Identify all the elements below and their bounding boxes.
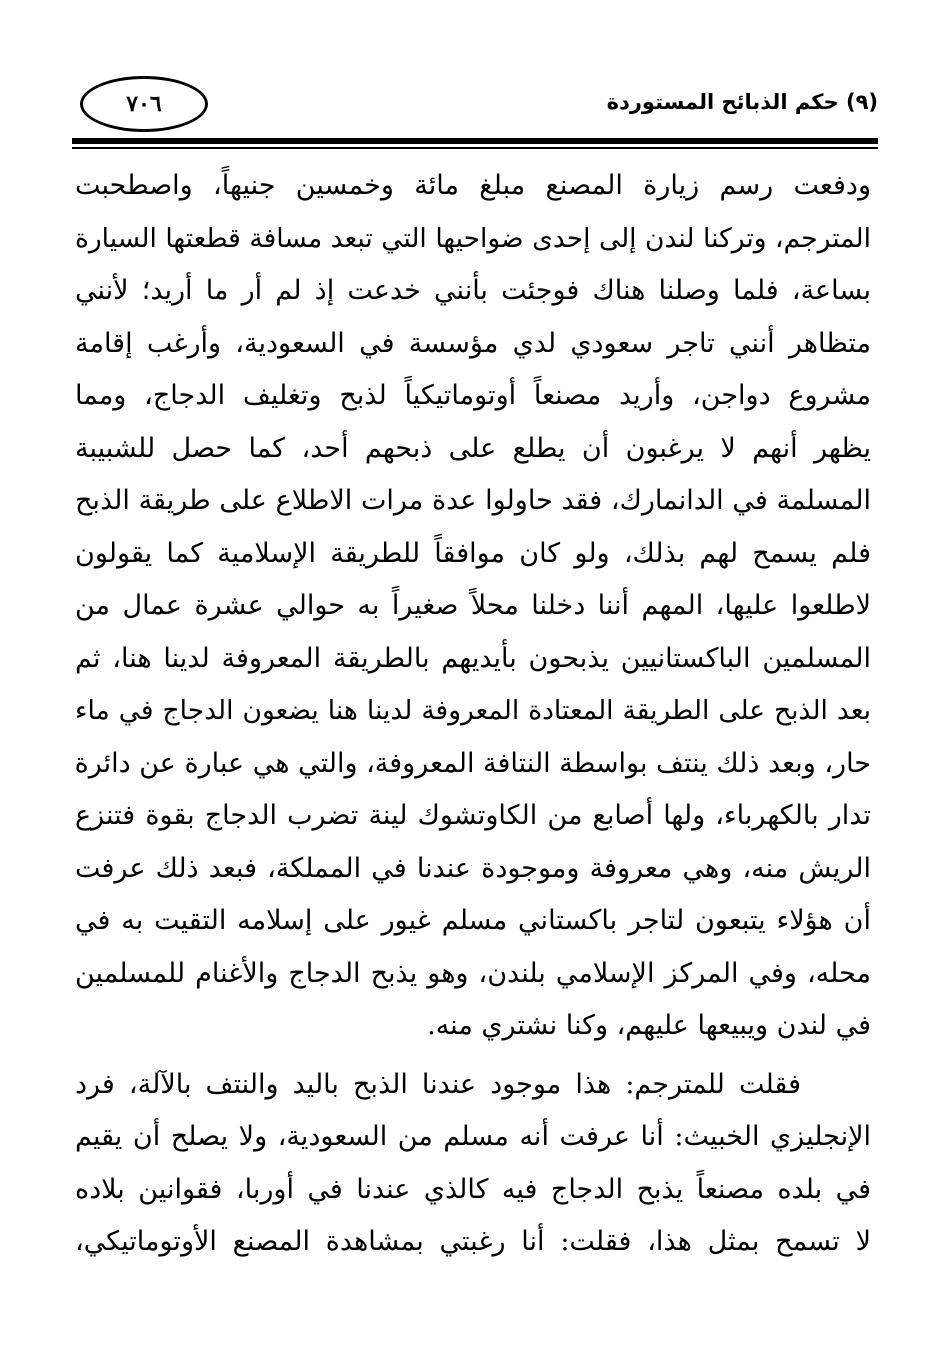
text-line: لا تسمح بمثل هذا، فقلت: أنا رغبتي بمشاهدة المصنع الأوتوماتيكي، [75, 1226, 871, 1257]
text-line: ودفعت رسم زيارة المصنع مبلغ مائة وخمسين جنيهاً، واصطحبت [75, 170, 871, 201]
text-line: لاطلعوا عليها، المهم أننا دخلنا محلاً صغيراً به حوالي عشرة عمال من [75, 590, 871, 621]
text-line: يظهر أنهم لا يرغبون أن يطلع على ذبحهم أحد، كما حصل للشبيبة [75, 432, 871, 464]
text-line: حار، وبعد ذلك ينتف بواسطة النتافة المعروفة، والتي هي عبارة عن دائرة [75, 747, 871, 779]
page-number: ٧٠٦ [80, 76, 208, 132]
text-line: في لندن ويبيعها عليهم، وكنا نشتري منه. [427, 1010, 871, 1041]
text-line: الريش منه، وهي معروفة وموجودة عندنا في المملكة، فبعد ذلك عرفت [75, 852, 871, 884]
text-line: في بلده مصنعاً يذبح الدجاج فيه كالذي عندنا في أوربا، فقوانين بلاده [75, 1173, 871, 1205]
text-line: المترجم، وتركنا لندن إلى إحدى ضواحيها التي تبعد مسافة قطعتها السيارة [75, 222, 871, 254]
running-title: (٩) حكم الذبائح المستوردة [606, 90, 878, 114]
text-line: تدار بالكهرباء، ولها أصابع من الكاوتشوك لينة تضرب الدجاج بقوة فتنزع [75, 800, 871, 831]
text-line: فلم يسمح لهم بذلك، ولو كان موافقاً للطريقة الإسلامية كما يقولون [75, 537, 871, 569]
text-line: محله، وفي المركز الإسلامي بلندن، وهو يذبح الدجاج والأغنام للمسلمين [75, 957, 871, 989]
text-line: فقلت للمترجم: هذا موجود عندنا الذبح باليد والنتف بالآلة، فرد [75, 1068, 801, 1100]
page-header [72, 68, 878, 148]
text-line: المسلمة في الدانمارك، فقد حاولوا عدة مرات الاطلاع على طريقة الذبح [75, 485, 871, 516]
text-line: مشروع دواجن، وأريد مصنعاً أوتوماتيكياً لذبح وتغليف الدجاج، ومما [75, 380, 871, 411]
body-text [75, 160, 871, 1269]
paragraph-2 [75, 1059, 871, 1269]
header-rule-thick [72, 138, 878, 144]
text-line: بساعة، فلما وصلنا هناك فوجئت بأنني خدعت إذ لم أر ما أريد؛ لأنني [75, 275, 871, 306]
text-line: الإنجليزي الخبيث: أنا عرفت أنه مسلم من السعودية، ولا يصلح أن يقيم [75, 1121, 871, 1152]
text-line: بعد الذبح على الطريقة المعتادة المعروفة لدينا هنا يضعون الدجاج في ماء [75, 695, 871, 726]
paragraph-1 [75, 160, 871, 1053]
header-rule-thin [72, 147, 878, 149]
text-line: متظاهر أنني تاجر سعودي لدي مؤسسة في السعودية، وأرغب إقامة [75, 327, 871, 359]
text-line: أن هؤلاء يتبعون لتاجر باكستاني مسلم غيور على إسلامه التقيت به في [75, 905, 871, 936]
text-line: المسلمين الباكستانيين يذبحون بأيديهم بالطريقة المعروفة لدينا هنا، ثم [75, 642, 871, 674]
